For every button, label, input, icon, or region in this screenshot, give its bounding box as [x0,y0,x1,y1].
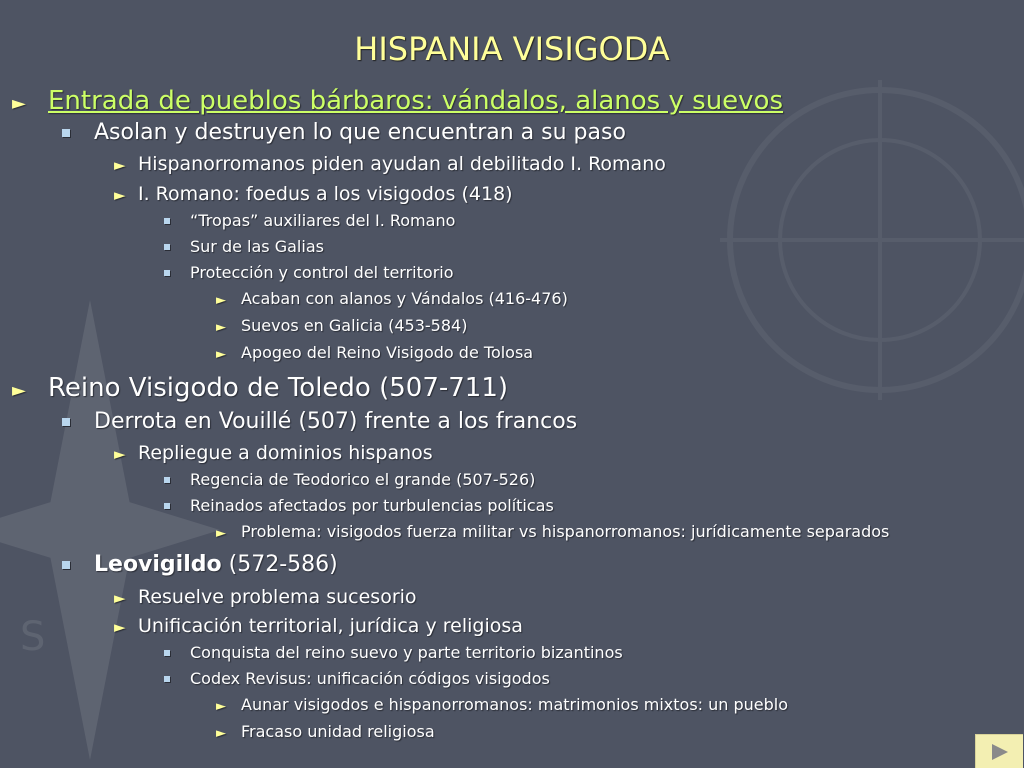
bullet-suevos [216,318,467,334]
item-text: Reino Visigodo de Toledo (507-711) [48,373,509,403]
bullet-tropas [164,213,455,229]
bullet-repliegue [114,444,433,463]
bullet-aunar [216,697,788,713]
item-text: Fracaso unidad religiosa [241,722,435,741]
bullet-conquista [164,645,623,661]
play-triangle-icon [991,743,1009,761]
item-text: “Tropas” auxiliares del I. Romano [190,211,456,230]
leovigildo-name: Leovigildo [94,552,222,577]
item-text: Hispanorromanos piden ayudan al debilitado I. Romano [138,153,666,175]
arrow-bullet-icon: ► [114,156,126,174]
leovigildo-dates: (572-586) [221,552,338,577]
slide-title: HISPANIA VISIGODA [354,30,670,68]
item-text: Sur de las Galias [190,237,324,256]
bullet-codex [164,671,550,687]
square-bullet-icon [164,218,170,224]
bullet-acaban [216,291,568,307]
arrow-bullet-icon: ► [114,589,126,607]
bullet-apogeo [216,345,533,361]
bullet-entrada [12,88,783,114]
bullet-asolan [62,122,626,144]
item-text: Reinados afectados por turbulencias políticas [190,496,554,515]
bullet-fracaso [216,724,435,740]
bullet-unificacion [114,617,523,636]
item-text: Repliegue a dominios hispanos [138,442,433,464]
square-bullet-icon [164,270,170,276]
compass-background-icon [0,300,220,760]
arrow-bullet-icon: ► [12,93,26,114]
wind-rose-background-icon [720,80,1024,400]
item-text: Suevos en Galicia (453-584) [241,316,468,335]
arrow-bullet-icon: ► [216,347,226,362]
item-text: Codex Revisus: unificación códigos visigodos [190,669,550,688]
bullet-reino-toledo [12,375,508,401]
item-text: Conquista del reino suevo y parte territorio bizantinos [190,643,623,662]
bullet-sur [164,239,324,255]
bullet-derrota [62,411,577,433]
bullet-foedus [114,185,513,204]
square-bullet-icon [62,129,70,137]
arrow-bullet-icon: ► [216,293,226,308]
arrow-bullet-icon: ► [216,699,226,714]
square-bullet-icon [62,418,70,426]
arrow-bullet-icon: ► [114,618,126,636]
square-bullet-icon [164,244,170,250]
item-text: Acaban con alanos y Vándalos (416-476) [241,289,568,308]
item-text: Apogeo del Reino Visigodo de Tolosa [241,343,534,362]
arrow-bullet-icon: ► [216,726,226,741]
item-text: Derrota en Vouillé (507) frente a los francos [94,409,578,434]
item-text: I. Romano: foedus a los visigodos (418) [138,183,513,205]
bullet-regencia [164,472,535,488]
square-bullet-icon [164,676,170,682]
arrow-bullet-icon: ► [12,380,26,401]
item-text: Regencia de Teodorico el grande (507-526) [190,470,536,489]
bullet-problema [216,524,889,540]
square-bullet-icon [62,561,70,569]
item-text: Resuelve problema sucesorio [138,586,417,608]
arrow-bullet-icon: ► [216,526,226,541]
item-text: Unificación territorial, jurídica y religiosa [138,615,523,637]
item-text: Asolan y destruyen lo que encuentran a su paso [94,120,626,145]
arrow-bullet-icon: ► [114,445,126,463]
svg-text:N: N [78,434,108,480]
bullet-hispanorromanos [114,155,666,174]
square-bullet-icon [164,477,170,483]
arrow-bullet-icon: ► [114,186,126,204]
bullet-proteccion [164,265,454,281]
next-slide-button[interactable] [975,734,1023,768]
entrada-link[interactable]: Entrada de pueblos bárbaros: vándalos, alanos y suevos [48,86,784,116]
bullet-leovigildo [62,554,338,576]
bullet-resuelve [114,588,417,607]
item-text: Protección y control del territorio [190,263,454,282]
square-bullet-icon [164,650,170,656]
item-text: Problema: visigodos fuerza militar vs hispanorromanos: jurídicamente separados [241,522,890,541]
item-text: Aunar visigodos e hispanorromanos: matrimonios mixtos: un pueblo [241,695,789,714]
bullet-reinados [164,498,554,514]
svg-text:S: S [20,614,46,660]
square-bullet-icon [164,503,170,509]
arrow-bullet-icon: ► [216,320,226,335]
